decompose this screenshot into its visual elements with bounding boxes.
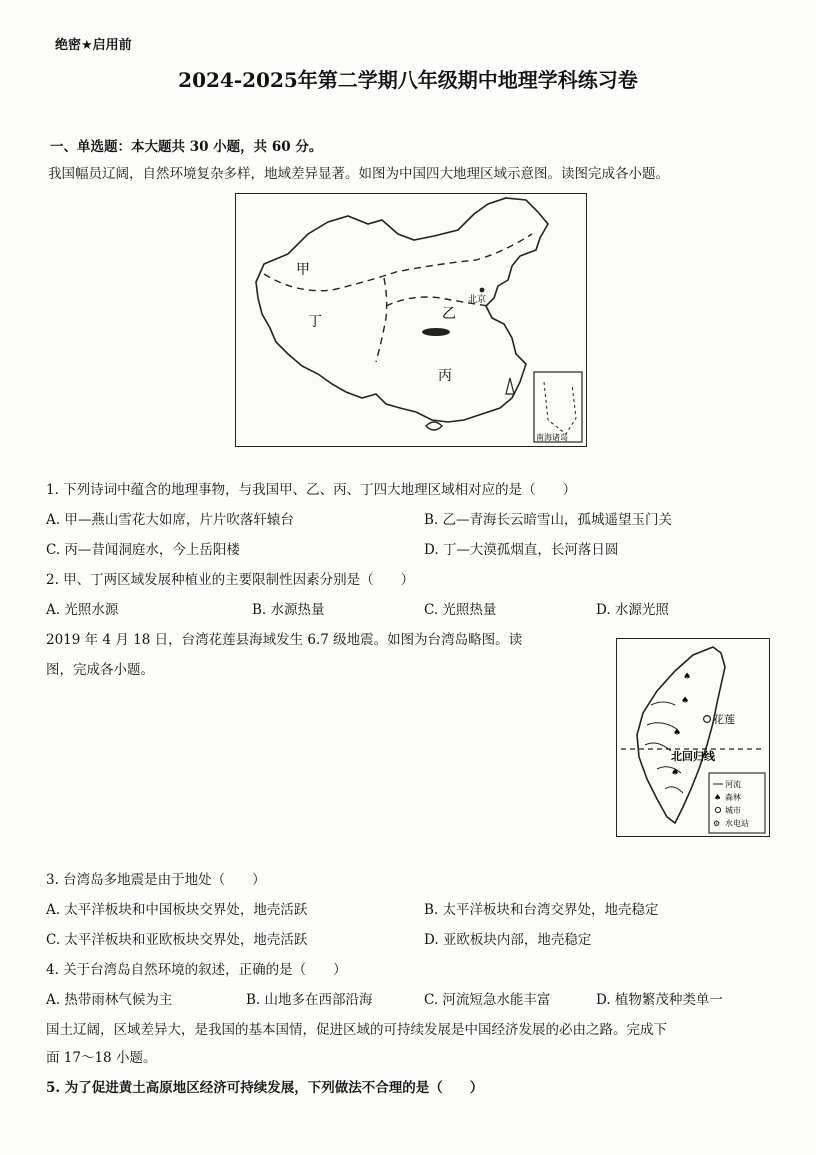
intro-paragraph-1: 我国幅员辽阔，自然环境复杂多样，地域差异显著。如图为中国四大地理区域示意图。读图完成各小题。 <box>48 166 669 182</box>
inset-label: 南海诸岛 <box>536 433 568 442</box>
q4-option-c: C. 河流短急水能丰富 <box>424 992 551 1008</box>
intro-paragraph-2-line-1: 2019 年 4 月 18 日，台湾花莲县海域发生 6.7 级地震。如图为台湾岛略图。读 <box>46 632 523 648</box>
forest-symbol: ♠ <box>673 728 682 738</box>
hualien-label: 花莲 <box>713 713 735 726</box>
legend-hydropower: 水电站 <box>725 819 749 828</box>
q1-option-d: D. 丁—大漠孤烟直，长河落日圆 <box>424 542 619 558</box>
beijing-dot <box>480 288 485 293</box>
forest-symbol: ♠ <box>683 672 692 682</box>
hydropower-legend-icon: ⚙ <box>713 819 721 828</box>
china-regions-map <box>235 193 587 447</box>
q4-option-b: B. 山地多在西部沿海 <box>246 992 373 1008</box>
page-title: 2024-2025年第二学期八年级期中地理学科练习卷 <box>178 68 638 92</box>
forest-symbol: ♠ <box>681 696 690 706</box>
legend-city: 城市 <box>725 806 741 815</box>
sichuan-basin-mark <box>422 328 450 336</box>
q2-option-b: B. 水源热量 <box>252 602 325 618</box>
region-label-ding: 丁 <box>308 314 322 330</box>
question-4-stem: 4. 关于台湾岛自然环境的叙述，正确的是（ ） <box>46 962 347 978</box>
q4-option-a: A. 热带雨林气候为主 <box>46 992 173 1008</box>
beijing-label: 北京 <box>468 295 487 305</box>
q1-option-b: B. 乙—青海长云暗雪山，孤城遥望玉门关 <box>424 512 673 528</box>
taiwan-island <box>506 378 514 394</box>
china-outline <box>256 198 548 422</box>
q2-option-d: D. 水源光照 <box>596 602 669 618</box>
intro-paragraph-2-line-2: 图，完成各小题。 <box>46 662 154 678</box>
question-5-stem: 5. 为了促进黄土高原地区经济可持续发展，下列做法不合理的是（ ） <box>46 1080 484 1096</box>
region-label-jia: 甲 <box>296 262 310 278</box>
q1-option-c: C. 丙—昔闻洞庭水，今上岳阳楼 <box>46 542 240 558</box>
q3-option-b: B. 太平洋板块和台湾交界处，地壳稳定 <box>424 902 659 918</box>
forest-symbol: ♠ <box>671 768 680 778</box>
intro-paragraph-3-line-2: 面 17～18 小题。 <box>46 1050 157 1066</box>
question-3-stem: 3. 台湾岛多地震是由于地处（ ） <box>46 872 266 888</box>
tropic-label: 北回归线 <box>671 750 715 763</box>
taiwan-map-drawing <box>617 639 769 836</box>
region-label-yi: 乙 <box>442 306 456 322</box>
question-2-stem: 2. 甲、丁两区域发展种植业的主要限制性因素分别是（ ） <box>46 572 415 588</box>
legend-forest: 森林 <box>725 793 741 802</box>
section-heading: 一、单选题：本大题共 30 小题，共 60 分。 <box>50 139 323 155</box>
intro-paragraph-3-line-1: 国土辽阔，区域差异大，是我国的基本国情，促进区域的可持续发展是中国经济发展的必由之路。完成下 <box>46 1022 667 1038</box>
region-label-bing: 丙 <box>438 368 452 384</box>
hainan-island <box>426 422 442 430</box>
hualien-city-marker <box>704 716 711 723</box>
q3-option-a: A. 太平洋板块和中国板块交界处，地壳活跃 <box>46 902 308 918</box>
taiwan-island-map <box>616 638 770 837</box>
q4-option-d: D. 植物繁茂种类单一 <box>596 992 723 1008</box>
boundary-west <box>376 278 387 362</box>
china-map-drawing <box>236 194 586 446</box>
question-1-stem: 1. 下列诗词中蕴含的地理事物，与我国甲、乙、丙、丁四大地理区域相对应的是（ ） <box>46 482 577 498</box>
confidential-label: 绝密★启用前 <box>55 38 132 53</box>
legend-river: 河流 <box>725 780 741 789</box>
forest-legend-icon: ♠ <box>714 793 722 802</box>
q1-option-a: A. 甲—燕山雪花大如席，片片吹落轩辕台 <box>46 512 294 528</box>
q2-option-c: C. 光照热量 <box>424 602 497 618</box>
q2-option-a: A. 光照水源 <box>46 602 119 618</box>
rivers <box>645 702 683 793</box>
q3-option-d: D. 亚欧板块内部，地壳稳定 <box>424 932 592 948</box>
q3-option-c: C. 太平洋板块和亚欧板块交界处，地壳活跃 <box>46 932 308 948</box>
